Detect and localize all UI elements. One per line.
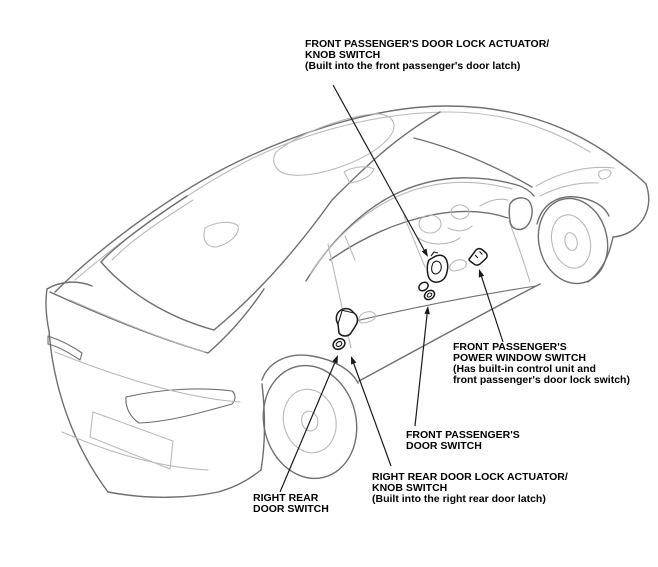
front-wheel-arch bbox=[537, 197, 609, 224]
seatback-curve-1 bbox=[418, 238, 460, 244]
label-line: front passenger's door lock switch) bbox=[453, 374, 630, 386]
front-tire bbox=[530, 191, 617, 291]
label-line: (Has built-in control unit and bbox=[453, 363, 596, 375]
front-wheel bbox=[530, 191, 617, 291]
sunroof bbox=[274, 114, 394, 175]
rear-window-right-edge bbox=[214, 200, 332, 330]
label-line: KNOB SWITCH bbox=[372, 482, 448, 494]
label-line: DOOR SWITCH bbox=[253, 503, 329, 515]
antenna-fin bbox=[344, 167, 374, 183]
rear-face-left-edge bbox=[49, 331, 108, 492]
rear-bumper-bottom bbox=[108, 470, 261, 497]
taillight-right bbox=[126, 389, 235, 423]
seatback-curve-2 bbox=[448, 226, 472, 231]
front-door-front-seam bbox=[509, 221, 530, 282]
front-bumper-edge bbox=[588, 237, 613, 282]
leader-front-door-switch bbox=[415, 306, 430, 426]
label-right-rear-door-lock-actuator bbox=[372, 472, 568, 505]
label-line: POWER WINDOW SWITCH bbox=[453, 352, 586, 364]
b-pillar bbox=[404, 216, 425, 267]
front-rim bbox=[546, 211, 596, 273]
front-corner-detail bbox=[599, 170, 611, 179]
label-line: DOOR SWITCH bbox=[406, 440, 482, 452]
front-door-handle bbox=[450, 260, 467, 271]
leader-right-rear-door-lock-actuator bbox=[351, 356, 391, 466]
front-corner bbox=[613, 184, 649, 237]
near-roof-rail bbox=[306, 178, 534, 281]
trunk-front-edge bbox=[50, 289, 264, 353]
label-front-door-lock-actuator bbox=[305, 39, 549, 72]
leader-right-rear-door-switch bbox=[280, 355, 338, 492]
front-hub bbox=[563, 231, 579, 251]
label-line: FRONT PASSENGER'S bbox=[453, 341, 567, 353]
label-line: KNOB SWITCH bbox=[305, 49, 381, 61]
label-line: FRONT PASSENGER'S bbox=[406, 429, 520, 441]
front-door-switch-graphic bbox=[417, 281, 436, 302]
trunk-spoiler-lip bbox=[47, 282, 92, 289]
label-line: RIGHT REAR DOOR LOCK ACTUATOR/ bbox=[372, 471, 568, 483]
trunk-inner-line bbox=[70, 300, 205, 352]
side-mirror bbox=[509, 198, 532, 230]
hood-line-2 bbox=[540, 183, 598, 196]
label-front-door-switch bbox=[406, 430, 520, 452]
roof-highlight bbox=[75, 112, 590, 280]
cabin-interior-details bbox=[418, 199, 508, 244]
label-line: (Built into the front passenger's door latch) bbox=[305, 60, 521, 72]
label-right-rear-door-switch bbox=[253, 493, 329, 515]
label-line: FRONT PASSENGER'S DOOR LOCK ACTUATOR/ bbox=[305, 38, 550, 50]
rear-window-left-edge bbox=[101, 196, 187, 262]
right-rear-door-switch-graphic bbox=[331, 337, 347, 352]
rear-shelf-blob bbox=[204, 222, 238, 247]
front-power-window-switch-graphic bbox=[469, 249, 487, 266]
component-graphics bbox=[331, 249, 487, 352]
front-door-lock-actuator-graphic bbox=[427, 252, 447, 282]
trunk-left-edge bbox=[46, 289, 49, 331]
label-line: (Built into the right rear door latch) bbox=[372, 493, 546, 505]
right-rear-door-lock-actuator-graphic bbox=[336, 309, 357, 336]
dash-hint bbox=[480, 199, 508, 206]
car-body-outline bbox=[46, 106, 649, 497]
quarter-glass-divider bbox=[345, 236, 355, 260]
headrest-rear bbox=[419, 215, 441, 233]
bumper-strip-upper bbox=[55, 352, 240, 402]
door-bottom-edge bbox=[352, 286, 536, 322]
a-pillar bbox=[414, 138, 532, 187]
bumper-strip-lower bbox=[62, 432, 208, 470]
rear-window-highlight bbox=[112, 200, 193, 260]
label-front-power-window-switch bbox=[453, 342, 630, 386]
label-line: RIGHT REAR bbox=[253, 492, 319, 504]
